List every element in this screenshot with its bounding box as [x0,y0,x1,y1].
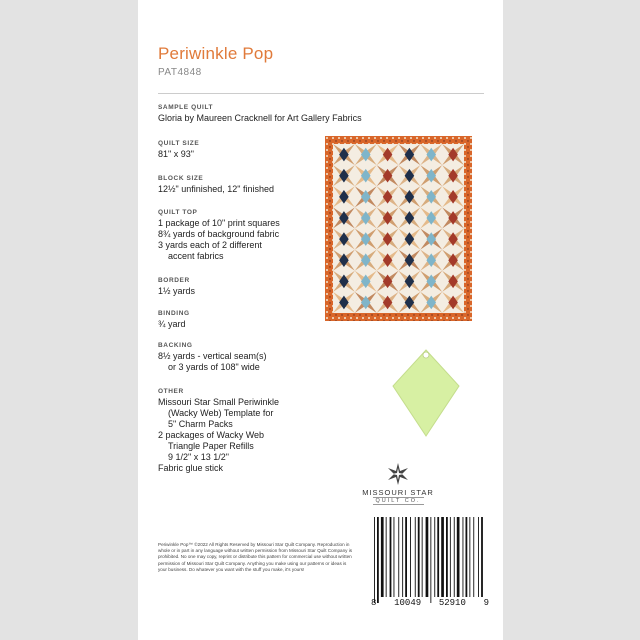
section-text: 81" x 93" [158,149,194,159]
barcode-bar [430,517,431,603]
barcode-bar [386,517,387,597]
barcode-digit: 52910 [438,598,466,608]
section-text: (Wacky Web) Template for [168,408,274,418]
barcode-digit: 9 [483,598,489,608]
barcode-bar [410,517,411,597]
barcode-digit: 10049 [394,598,422,608]
page-title: Periwinkle Pop [158,44,274,63]
barcode-bar [454,517,455,597]
section-label: QUILT TOP [158,209,198,216]
section-backing [158,342,388,373]
section-text: 9 1/2" x 13 1/2" [168,452,229,462]
section-text: 1 package of 10" print squares [158,218,280,228]
barcode-bar [466,517,468,597]
pattern-back-page [138,0,503,640]
star-icon [386,462,410,486]
section-text: 5" Charm Packs [168,419,233,429]
pattern-code: PAT4848 [158,67,202,78]
section-sample-quilt [158,104,388,124]
barcode-bar [405,517,407,597]
section-label: SAMPLE QUILT [158,104,214,111]
barcode-bar [450,517,451,597]
section-text: 8¾ yards of background fabric [158,229,280,239]
section-text: 12½" unfinished, 12" finished [158,184,274,194]
copyright-notice: Periwinkle Pop™ ©2022 All Rights Reserved by Missouri Star Quilt Company. Reproduction in whole or in part in any language without written permission from Missouri Star Quilt Company is prohibited. No one may copy, reprint or distribute this pattern for commercial use without written permission of Missouri Star Quilt Company. Anything you make using our patterns or ideas is your business. Do whatever you want with the stuff you make, it's yours! [158,542,353,572]
section-text: accent fabrics [168,251,224,261]
section-label: BORDER [158,277,190,284]
barcode-bar [398,517,399,597]
barcode-bar [481,517,483,597]
section-label: BLOCK SIZE [158,175,204,182]
section-text: ¾ yard [158,319,186,329]
barcode-bar [434,517,435,597]
barcode-number [371,598,489,608]
barcode-bar [415,517,416,597]
section-text: 2 packages of Wacky Web [158,430,265,440]
periwinkle-template-image [391,346,461,439]
quilt-image [325,136,472,321]
barcode-bar [402,517,403,597]
section-label: BACKING [158,342,193,349]
barcode-bar [478,517,479,597]
barcode-bar [473,517,474,597]
barcode-bar [457,517,460,597]
section-text: 1½ yards [158,286,196,296]
barcode-bar [377,517,379,603]
section-text: 8½ yards - vertical seam(s) [158,351,267,361]
logo-subtitle: QUILT CO. [373,497,424,505]
barcode-bar [441,517,444,597]
section-text: Fabric glue stick [158,463,224,473]
barcode-bar [422,517,423,597]
section-text: Gloria by Maureen Cracknell for Art Gallery Fabrics [158,113,362,123]
barcode-bar [426,517,429,597]
section-label: OTHER [158,388,184,395]
divider [158,93,484,94]
section-text: 3 yards each of 2 different [158,240,262,250]
logo-name: MISSOURI STAR [362,488,434,497]
barcode-bar [381,517,384,597]
barcode-bar [437,517,439,597]
barcode-bar [394,517,395,597]
barcode-bar [374,517,375,603]
barcode-bar [418,517,420,597]
barcode-digit: 8 [371,598,377,608]
section-text: or 3 yards of 108" wide [168,362,260,372]
barcode [370,517,488,607]
section-label: BINDING [158,310,190,317]
missouri-star-logo [354,462,442,504]
barcode-bar [469,517,470,597]
barcode-bar [390,517,392,597]
barcode-bar [446,517,448,597]
section-text: Triangle Paper Refills [168,441,254,451]
section-label: QUILT SIZE [158,140,200,147]
barcode-bar [463,517,464,597]
section-text: Missouri Star Small Periwinkle [158,397,280,407]
